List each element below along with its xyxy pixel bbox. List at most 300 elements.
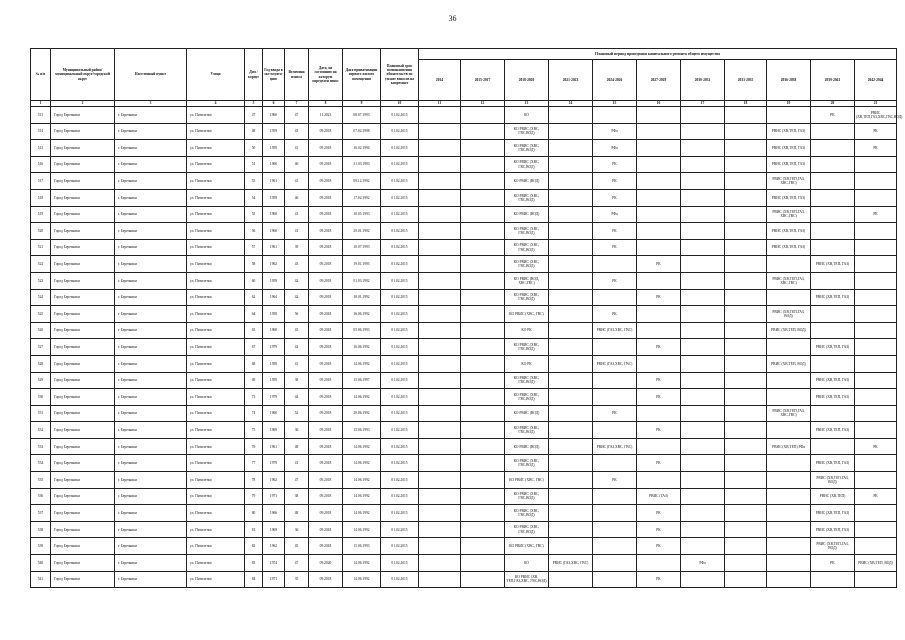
district-cell: Город Березники bbox=[51, 571, 115, 588]
street-cell: ул. Пятилетки bbox=[187, 140, 245, 157]
column-number: 15 bbox=[593, 101, 637, 107]
work-2039-2041: РВИС (ХВ,ТЕП, ГАЗ) bbox=[811, 505, 855, 522]
privatization-date-cell: 01.03.1992 bbox=[343, 272, 381, 289]
work-2018-2020: КО РВИС (ХВС, ГВС,ВОД) bbox=[505, 123, 549, 140]
column-number: 13 bbox=[505, 101, 549, 107]
house-cell: 77 bbox=[245, 455, 263, 472]
header-inspection-date: Дата, на состоянию на которую определен износ bbox=[309, 49, 343, 101]
work-2036-2038 bbox=[767, 455, 811, 472]
capital-repair-table bbox=[30, 48, 903, 588]
table-row bbox=[31, 405, 897, 422]
district-cell: Город Березники bbox=[51, 256, 115, 273]
inspection-date-cell: 09.2018 bbox=[309, 472, 343, 489]
work-2027-2029 bbox=[637, 555, 681, 572]
work-2042-2044 bbox=[855, 223, 897, 240]
settlement-cell: г. Березники bbox=[115, 306, 187, 323]
work-2021-2023 bbox=[549, 156, 593, 173]
work-2036-2038: РВИС (ХВ,ТЕП, ГАЗ) bbox=[767, 239, 811, 256]
year-built-cell: 1979 bbox=[263, 339, 285, 356]
wear-cell: 47 bbox=[285, 555, 309, 572]
privatization-date-cell: 14.06.1992 bbox=[343, 355, 381, 372]
work-2036-2038: РВИС (ХВ,ТЕП, ГАЗ) bbox=[767, 223, 811, 240]
work-2042-2044 bbox=[855, 173, 897, 190]
work-2024-2026: РВИС (ГАЗ,ХВС, ГВС) bbox=[593, 438, 637, 455]
table-row bbox=[31, 107, 897, 124]
year-built-cell: 1971 bbox=[263, 488, 285, 505]
street-cell: ул. Пятилетки bbox=[187, 206, 245, 223]
work-2018-2020: КО РВИС (ХВС, ГВС) bbox=[505, 472, 549, 489]
row-num: 532 bbox=[31, 422, 51, 439]
work-2021-2023 bbox=[549, 239, 593, 256]
header-year-7: 2033-2035 bbox=[725, 60, 767, 101]
work-2021-2023 bbox=[549, 223, 593, 240]
work-2039-2041 bbox=[811, 140, 855, 157]
year-built-cell: 1958 bbox=[263, 355, 285, 372]
work-2024-2026 bbox=[593, 555, 637, 572]
row-num: 525 bbox=[31, 306, 51, 323]
street-cell: ул. Пятилетки bbox=[187, 505, 245, 522]
work-2036-2038 bbox=[767, 505, 811, 522]
work-2039-2041: РВИС (ХВ,ТЕП, ГАЗ) bbox=[811, 455, 855, 472]
work-2033-2035 bbox=[725, 538, 767, 555]
privatization-date-cell: 16.06.1992 bbox=[343, 306, 381, 323]
house-cell: 53 bbox=[245, 173, 263, 190]
work-2027-2029 bbox=[637, 223, 681, 240]
work-2021-2023 bbox=[549, 438, 593, 455]
work-2014 bbox=[419, 538, 461, 555]
header-street: Улица bbox=[187, 49, 245, 101]
work-2021-2023: РВИС (ГАЗ,ХВС, ГВС) bbox=[549, 555, 593, 572]
work-2014 bbox=[419, 372, 461, 389]
work-2021-2023 bbox=[549, 455, 593, 472]
work-2030-2032 bbox=[681, 571, 725, 588]
work-2018-2020: КО РВИС (ХВС, ГВС) bbox=[505, 538, 549, 555]
work-2014 bbox=[419, 173, 461, 190]
work-2024-2026 bbox=[593, 372, 637, 389]
house-cell: 68 bbox=[245, 355, 263, 372]
district-cell: Город Березники bbox=[51, 438, 115, 455]
settlement-cell: г. Березники bbox=[115, 505, 187, 522]
work-2018-2020: КО РК bbox=[505, 322, 549, 339]
work-2042-2044 bbox=[855, 472, 897, 489]
work-2024-2026: РК bbox=[593, 156, 637, 173]
work-2030-2032 bbox=[681, 339, 725, 356]
column-number: 10 bbox=[381, 101, 419, 107]
wear-cell: 41 bbox=[285, 206, 309, 223]
wear-cell: 41 bbox=[285, 173, 309, 190]
work-2030-2032 bbox=[681, 405, 725, 422]
year-built-cell: 1960 bbox=[263, 107, 285, 124]
wear-cell: 38 bbox=[285, 372, 309, 389]
row-num: 519 bbox=[31, 206, 51, 223]
wear-cell: 46 bbox=[285, 189, 309, 206]
work-2024-2026: РК bbox=[593, 189, 637, 206]
inspection-date-cell: 09.2018 bbox=[309, 455, 343, 472]
work-2027-2029 bbox=[637, 206, 681, 223]
year-built-cell: 1958 bbox=[263, 306, 285, 323]
inspection-date-cell: 09.2018 bbox=[309, 123, 343, 140]
work-2042-2044 bbox=[855, 289, 897, 306]
settlement-cell: г. Березники bbox=[115, 272, 187, 289]
district-cell: Город Березники bbox=[51, 555, 115, 572]
column-number: 12 bbox=[461, 101, 505, 107]
settlement-cell: г. Березники bbox=[115, 405, 187, 422]
inspection-date-cell: 09.2018 bbox=[309, 488, 343, 505]
work-2015-2017 bbox=[461, 488, 505, 505]
house-cell: 55 bbox=[245, 206, 263, 223]
year-built-cell: 1979 bbox=[263, 389, 285, 406]
planned-date-cell: 01.02.2015 bbox=[381, 571, 419, 588]
row-num: 534 bbox=[31, 455, 51, 472]
work-2014 bbox=[419, 389, 461, 406]
work-2018-2020: КО РВИС (ХВС, ГВС,ВОД) bbox=[505, 455, 549, 472]
privatization-date-cell: 07.02.1998 bbox=[343, 123, 381, 140]
work-2027-2029: РК bbox=[637, 538, 681, 555]
inspection-date-cell: 09.2020 bbox=[309, 555, 343, 572]
district-cell: Город Березники bbox=[51, 306, 115, 323]
street-cell: ул. Пятилетки bbox=[187, 438, 245, 455]
work-2018-2020: КО РВИС (ХВС, ГВС,ВОД) bbox=[505, 422, 549, 439]
privatization-date-cell: 18.01.1992 bbox=[343, 289, 381, 306]
work-2014 bbox=[419, 107, 461, 124]
header-year-3: 2021-2023 bbox=[549, 60, 593, 101]
work-2014 bbox=[419, 422, 461, 439]
inspection-date-cell: 09.2018 bbox=[309, 505, 343, 522]
house-cell: 82 bbox=[245, 538, 263, 555]
column-number: 4 bbox=[187, 101, 245, 107]
house-cell: 74 bbox=[245, 405, 263, 422]
street-cell: ул. Пятилетки bbox=[187, 455, 245, 472]
work-2014 bbox=[419, 239, 461, 256]
work-2024-2026 bbox=[593, 256, 637, 273]
work-2021-2023 bbox=[549, 505, 593, 522]
work-2024-2026: РК bbox=[593, 223, 637, 240]
planned-date-cell: 01.02.2015 bbox=[381, 455, 419, 472]
header-year-1: 2015-2017 bbox=[461, 60, 505, 101]
planned-date-cell: 01.02.2015 bbox=[381, 355, 419, 372]
work-2015-2017 bbox=[461, 455, 505, 472]
settlement-cell: г. Березники bbox=[115, 107, 187, 124]
work-2039-2041: РВИС (ХВ,ТЕП, ГАЗ) bbox=[811, 289, 855, 306]
work-2027-2029 bbox=[637, 173, 681, 190]
wear-cell: 35 bbox=[285, 571, 309, 588]
settlement-cell: г. Березники bbox=[115, 372, 187, 389]
work-2015-2017 bbox=[461, 289, 505, 306]
work-2036-2038: РВИС (ХВ,ТЕП, ВОД) bbox=[767, 322, 811, 339]
inspection-date-cell: 09.2018 bbox=[309, 339, 343, 356]
work-2021-2023 bbox=[549, 472, 593, 489]
work-2018-2020: КО РВИС (ХВС, ГВС,ВОД) bbox=[505, 239, 549, 256]
row-num: 520 bbox=[31, 223, 51, 240]
settlement-cell: г. Березники bbox=[115, 173, 187, 190]
district-cell: Город Березники bbox=[51, 272, 115, 289]
work-2015-2017 bbox=[461, 322, 505, 339]
house-cell: 67 bbox=[245, 339, 263, 356]
house-cell: 64 bbox=[245, 306, 263, 323]
wear-cell: 41 bbox=[285, 455, 309, 472]
table-row bbox=[31, 555, 897, 572]
street-cell: ул. Пятилетки bbox=[187, 306, 245, 323]
work-2014 bbox=[419, 355, 461, 372]
privatization-date-cell: 15.06.1993 bbox=[343, 422, 381, 439]
planned-date-cell: 01.02.2015 bbox=[381, 472, 419, 489]
row-num: 527 bbox=[31, 339, 51, 356]
work-2021-2023 bbox=[549, 488, 593, 505]
table-row bbox=[31, 140, 897, 157]
house-cell: 48 bbox=[245, 123, 263, 140]
work-2042-2044 bbox=[855, 272, 897, 289]
work-2024-2026 bbox=[593, 488, 637, 505]
house-cell: 84 bbox=[245, 571, 263, 588]
work-2014 bbox=[419, 472, 461, 489]
header-settlement: Населенный пункт bbox=[115, 49, 187, 101]
table-row bbox=[31, 239, 897, 256]
column-number: 17 bbox=[681, 101, 725, 107]
work-2033-2035 bbox=[725, 472, 767, 489]
header-district: Муниципальный район/ муниципальный округ/городской округ bbox=[51, 49, 115, 101]
work-2014 bbox=[419, 206, 461, 223]
work-2036-2038: РВИС (ХВ,ТЕП, ГАЗ) bbox=[767, 140, 811, 157]
work-2018-2020: КО РВИС (ХВС, ГВС,ВОД) bbox=[505, 521, 549, 538]
settlement-cell: г. Березники bbox=[115, 223, 187, 240]
table-row bbox=[31, 389, 897, 406]
work-2018-2020: КО РВИС (ХВС, ГВС,ВОД) bbox=[505, 140, 549, 157]
row-num: 515 bbox=[31, 140, 51, 157]
work-2024-2026 bbox=[593, 422, 637, 439]
work-2014 bbox=[419, 339, 461, 356]
row-num: 540 bbox=[31, 555, 51, 572]
inspection-date-cell: 09.2018 bbox=[309, 438, 343, 455]
planned-date-cell: 01.02.2015 bbox=[381, 206, 419, 223]
settlement-cell: г. Березники bbox=[115, 571, 187, 588]
row-num: 521 bbox=[31, 239, 51, 256]
settlement-cell: г. Березники bbox=[115, 521, 187, 538]
work-2021-2023 bbox=[549, 322, 593, 339]
work-2014 bbox=[419, 256, 461, 273]
year-built-cell: 1979 bbox=[263, 455, 285, 472]
work-2024-2026 bbox=[593, 339, 637, 356]
street-cell: ул. Пятилетки bbox=[187, 107, 245, 124]
work-2014 bbox=[419, 140, 461, 157]
planned-date-cell: 01.02.2015 bbox=[381, 322, 419, 339]
work-2030-2032 bbox=[681, 355, 725, 372]
inspection-date-cell: 09.2018 bbox=[309, 272, 343, 289]
work-2015-2017 bbox=[461, 272, 505, 289]
table-row bbox=[31, 123, 897, 140]
street-cell: ул. Пятилетки bbox=[187, 571, 245, 588]
work-2042-2044 bbox=[855, 355, 897, 372]
year-built-cell: 1961 bbox=[263, 173, 285, 190]
inspection-date-cell: 11.2023 bbox=[309, 107, 343, 124]
house-cell: 78 bbox=[245, 472, 263, 489]
work-2039-2041 bbox=[811, 355, 855, 372]
row-num: 526 bbox=[31, 322, 51, 339]
work-2030-2032 bbox=[681, 173, 725, 190]
street-cell: ул. Пятилетки bbox=[187, 322, 245, 339]
year-built-cell: 1959 bbox=[263, 189, 285, 206]
row-num: 539 bbox=[31, 538, 51, 555]
district-cell: Город Березники bbox=[51, 422, 115, 439]
work-2027-2029 bbox=[637, 472, 681, 489]
inspection-date-cell: 09.2018 bbox=[309, 405, 343, 422]
work-2039-2041 bbox=[811, 405, 855, 422]
work-2039-2041 bbox=[811, 173, 855, 190]
wear-cell: 48 bbox=[285, 505, 309, 522]
work-2015-2017 bbox=[461, 422, 505, 439]
privatization-date-cell: 14.06.1992 bbox=[343, 389, 381, 406]
work-2024-2026 bbox=[593, 538, 637, 555]
house-cell: 51 bbox=[245, 156, 263, 173]
work-2033-2035 bbox=[725, 405, 767, 422]
inspection-date-cell: 09.2018 bbox=[309, 289, 343, 306]
work-2015-2017 bbox=[461, 389, 505, 406]
year-built-cell: 1969 bbox=[263, 422, 285, 439]
inspection-date-cell: 09.2018 bbox=[309, 422, 343, 439]
year-built-cell: 1959 bbox=[263, 272, 285, 289]
inspection-date-cell: 09.2018 bbox=[309, 372, 343, 389]
column-number: 9 bbox=[343, 101, 381, 107]
work-2018-2020: КО bbox=[505, 555, 549, 572]
work-2024-2026: РФа bbox=[593, 123, 637, 140]
row-num: 514 bbox=[31, 123, 51, 140]
street-cell: ул. Пятилетки bbox=[187, 405, 245, 422]
work-2030-2032 bbox=[681, 140, 725, 157]
street-cell: ул. Пятилетки bbox=[187, 555, 245, 572]
work-2036-2038 bbox=[767, 339, 811, 356]
planned-date-cell: 01.02.2015 bbox=[381, 256, 419, 273]
year-built-cell: 1962 bbox=[263, 538, 285, 555]
work-2021-2023 bbox=[549, 189, 593, 206]
column-number: 21 bbox=[855, 101, 897, 107]
house-cell: 75 bbox=[245, 422, 263, 439]
year-built-cell: 1959 bbox=[263, 140, 285, 157]
work-2039-2041 bbox=[811, 322, 855, 339]
row-num: 516 bbox=[31, 156, 51, 173]
wear-cell: 56 bbox=[285, 306, 309, 323]
wear-cell: 39 bbox=[285, 239, 309, 256]
work-2030-2032 bbox=[681, 123, 725, 140]
settlement-cell: г. Березники bbox=[115, 355, 187, 372]
work-2039-2041 bbox=[811, 306, 855, 323]
work-2042-2044 bbox=[855, 306, 897, 323]
work-2030-2032 bbox=[681, 455, 725, 472]
header-year-10: 2042-2044 bbox=[855, 60, 897, 101]
work-2024-2026 bbox=[593, 289, 637, 306]
planned-date-cell: 01.02.2015 bbox=[381, 339, 419, 356]
year-built-cell: 1966 bbox=[263, 505, 285, 522]
wear-cell: 42 bbox=[285, 289, 309, 306]
year-built-cell: 1964 bbox=[263, 289, 285, 306]
settlement-cell: г. Березники bbox=[115, 256, 187, 273]
work-2018-2020: КО РВИС (ХВС, ГВС,ВОД) bbox=[505, 372, 549, 389]
work-2021-2023 bbox=[549, 107, 593, 124]
inspection-date-cell: 09.2018 bbox=[309, 571, 343, 588]
privatization-date-cell: 15.06.1997 bbox=[343, 372, 381, 389]
work-2042-2044 bbox=[855, 571, 897, 588]
column-number: 3 bbox=[115, 101, 187, 107]
row-num: 538 bbox=[31, 521, 51, 538]
work-2033-2035 bbox=[725, 322, 767, 339]
settlement-cell: г. Березники bbox=[115, 322, 187, 339]
work-2036-2038 bbox=[767, 472, 811, 489]
street-cell: ул. Пятилетки bbox=[187, 521, 245, 538]
work-2024-2026 bbox=[593, 107, 637, 124]
row-num: 536 bbox=[31, 488, 51, 505]
year-built-cell: 1960 bbox=[263, 223, 285, 240]
work-2024-2026: РК bbox=[593, 239, 637, 256]
work-2021-2023 bbox=[549, 372, 593, 389]
house-cell: 69 bbox=[245, 372, 263, 389]
wear-cell: 43 bbox=[285, 256, 309, 273]
work-2021-2023 bbox=[549, 256, 593, 273]
work-2036-2038 bbox=[767, 422, 811, 439]
work-2015-2017 bbox=[461, 123, 505, 140]
work-2030-2032 bbox=[681, 422, 725, 439]
work-2015-2017 bbox=[461, 339, 505, 356]
street-cell: ул. Пятилетки bbox=[187, 422, 245, 439]
work-2030-2032 bbox=[681, 438, 725, 455]
work-2014 bbox=[419, 555, 461, 572]
work-2014 bbox=[419, 571, 461, 588]
house-cell: 60 bbox=[245, 272, 263, 289]
work-2027-2029: РК bbox=[637, 289, 681, 306]
header-year-9: 2039-2041 bbox=[811, 60, 855, 101]
table-row bbox=[31, 438, 897, 455]
privatization-date-cell: 31.03.1993 bbox=[343, 156, 381, 173]
wear-cell: 38 bbox=[285, 488, 309, 505]
work-2014 bbox=[419, 156, 461, 173]
work-2033-2035 bbox=[725, 156, 767, 173]
row-num: 513 bbox=[31, 107, 51, 124]
settlement-cell: г. Березники bbox=[115, 422, 187, 439]
column-number: 16 bbox=[637, 101, 681, 107]
work-2036-2038 bbox=[767, 538, 811, 555]
work-2027-2029: РК bbox=[637, 521, 681, 538]
settlement-cell: г. Березники bbox=[115, 289, 187, 306]
planned-date-cell: 01.02.2015 bbox=[381, 505, 419, 522]
privatization-date-cell: 14.06.1992 bbox=[343, 505, 381, 522]
privatization-date-cell: 19.01.1993 bbox=[343, 256, 381, 273]
header-num: № п/п bbox=[31, 49, 51, 101]
planned-date-cell: 01.02.2015 bbox=[381, 272, 419, 289]
work-2033-2035 bbox=[725, 355, 767, 372]
work-2027-2029 bbox=[637, 140, 681, 157]
work-2030-2032 bbox=[681, 472, 725, 489]
work-2015-2017 bbox=[461, 505, 505, 522]
district-cell: Город Березники bbox=[51, 173, 115, 190]
street-cell: ул. Пятилетки bbox=[187, 123, 245, 140]
work-2014 bbox=[419, 521, 461, 538]
row-num: 529 bbox=[31, 372, 51, 389]
work-2018-2020: КО РВИС (ВОД) bbox=[505, 438, 549, 455]
work-2014 bbox=[419, 306, 461, 323]
year-built-cell: 1961 bbox=[263, 239, 285, 256]
planned-date-cell: 01.02.2015 bbox=[381, 488, 419, 505]
work-2036-2038 bbox=[767, 372, 811, 389]
house-cell: 65 bbox=[245, 322, 263, 339]
work-2033-2035 bbox=[725, 123, 767, 140]
work-2024-2026: РК bbox=[593, 405, 637, 422]
row-num: 533 bbox=[31, 438, 51, 455]
street-cell: ул. Пятилетки bbox=[187, 355, 245, 372]
street-cell: ул. Пятилетки bbox=[187, 156, 245, 173]
work-2033-2035 bbox=[725, 455, 767, 472]
column-number: 7 bbox=[285, 101, 309, 107]
header-year-built: Год ввода в экс-плуата-цию bbox=[263, 49, 285, 101]
settlement-cell: г. Березники bbox=[115, 156, 187, 173]
work-2030-2032 bbox=[681, 107, 725, 124]
work-2039-2041: РВИС (ХВ,ТЕП) bbox=[811, 488, 855, 505]
